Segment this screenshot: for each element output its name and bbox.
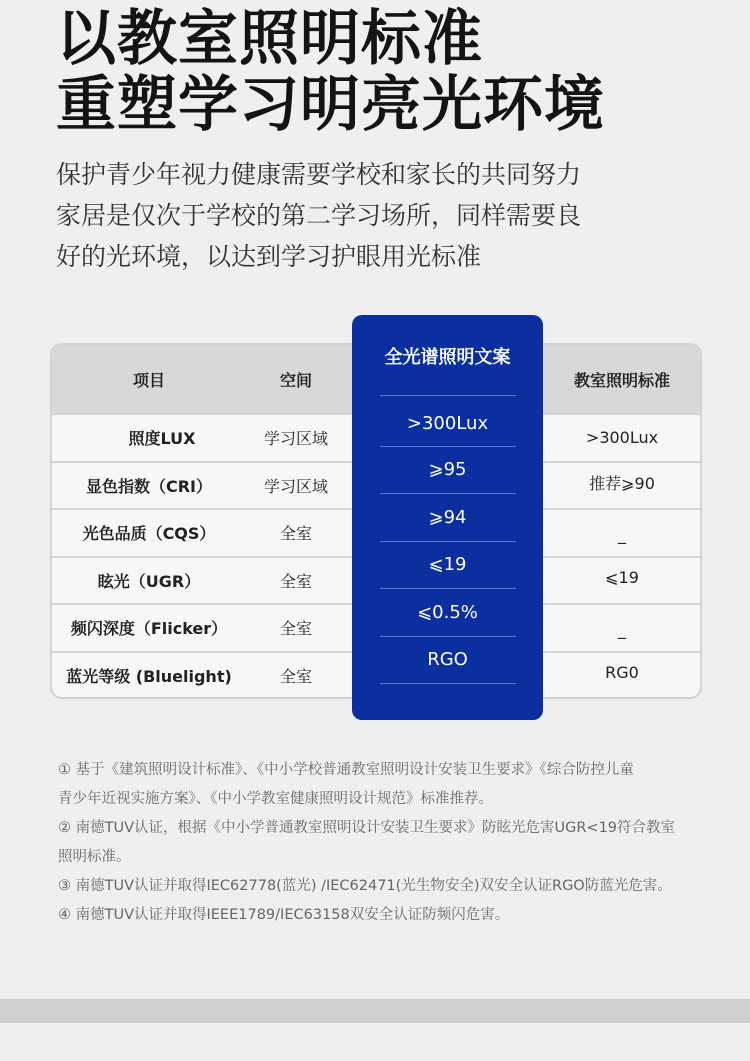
- footnote-1-line-2: 青少年近视实施方案》、《中小学教室健康照明设计规范》标准推荐。: [58, 791, 493, 807]
- intro-line-2: 家居是仅次于学校的第二学习场所，同样需要良: [56, 201, 582, 230]
- highlight-column: [352, 315, 543, 720]
- header-item: 项目: [132, 370, 165, 390]
- footnote-3: [58, 872, 708, 901]
- footnote-1-line-1: ① 基于《建筑照明设计标准》、《中小学校普通教室照明设计安装卫生要求》《综合防控儿童: [58, 762, 634, 778]
- highlight-cell-cqs: ⩾94: [428, 507, 467, 528]
- intro-line-1: 保护青少年视力健康需要学校和家长的共同努力: [56, 160, 582, 189]
- cell-item-lux: 照度LUX: [128, 429, 196, 448]
- footnote-4: [58, 901, 708, 930]
- highlight-divider: [380, 683, 516, 684]
- cell-item-flicker: 频闪深度（Flicker）: [70, 619, 228, 638]
- intro-paragraph: [56, 154, 696, 277]
- footnote-1: [58, 756, 708, 814]
- cell-space-lux: 学习区域: [263, 429, 328, 448]
- intro-line-3: 好的光环境，以达到学习护眼用光标准: [56, 242, 482, 271]
- highlight-cell-bluelight: RGO: [427, 649, 468, 670]
- cell-standard-ugr: ⩽19: [605, 568, 639, 587]
- cell-space-ugr: 全室: [279, 572, 312, 591]
- footnote-2: [58, 814, 708, 872]
- title-line-2: 重塑学习明亮光环境: [56, 70, 605, 140]
- highlight-header: 全光谱照明文案: [384, 347, 511, 368]
- bottom-divider-bar: [0, 999, 750, 1023]
- footnote-2-line-2: 照明标准。: [58, 849, 131, 865]
- cell-item-cqs: 光色品质（CQS）: [82, 524, 216, 543]
- cell-standard-flicker: _: [618, 620, 626, 639]
- header-space: 空间: [279, 370, 312, 390]
- cell-space-cri: 学习区域: [263, 477, 328, 496]
- cell-standard-cri: 推荐⩾90: [589, 474, 655, 493]
- title-line-1: 以教室照明标准: [56, 4, 483, 74]
- cell-item-cri: 显色指数（CRI）: [85, 477, 213, 496]
- highlight-cell-flicker: ⩽0.5%: [417, 602, 478, 623]
- cell-item-bluelight: 蓝光等级 (Bluelight): [66, 667, 232, 686]
- cell-space-cqs: 全室: [279, 524, 312, 543]
- page-title: [56, 6, 605, 138]
- footnote-4-line: ④ 南德TUV认证并取得IEEE1789/IEC63158双安全认证防频闪危害。: [58, 907, 510, 923]
- highlight-cell-ugr: ⩽19: [428, 554, 467, 575]
- highlight-divider: [380, 395, 516, 396]
- highlight-cell-cri: ⩾95: [428, 459, 467, 480]
- cell-standard-cqs: _: [618, 525, 626, 544]
- footnote-3-line: ③ 南德TUV认证并取得IEC62778(蓝光) /IEC62471(光生物安全)双安全认证RGO防蓝光危害。: [58, 878, 672, 894]
- highlight-cell-lux: >300Lux: [406, 413, 489, 434]
- cell-space-flicker: 全室: [279, 619, 312, 638]
- footnotes: [58, 756, 708, 930]
- cell-standard-bluelight: RG0: [605, 663, 639, 682]
- footnote-2-line-1: ② 南德TUV认证，根据《中小学普通教室照明设计安装卫生要求》防眩光危害UGR<19符合教室: [58, 820, 676, 836]
- cell-space-bluelight: 全室: [279, 667, 312, 686]
- cell-item-ugr: 眩光（UGR）: [97, 572, 201, 591]
- header-standard: 教室照明标准: [573, 370, 670, 390]
- cell-standard-lux: >300Lux: [585, 428, 659, 447]
